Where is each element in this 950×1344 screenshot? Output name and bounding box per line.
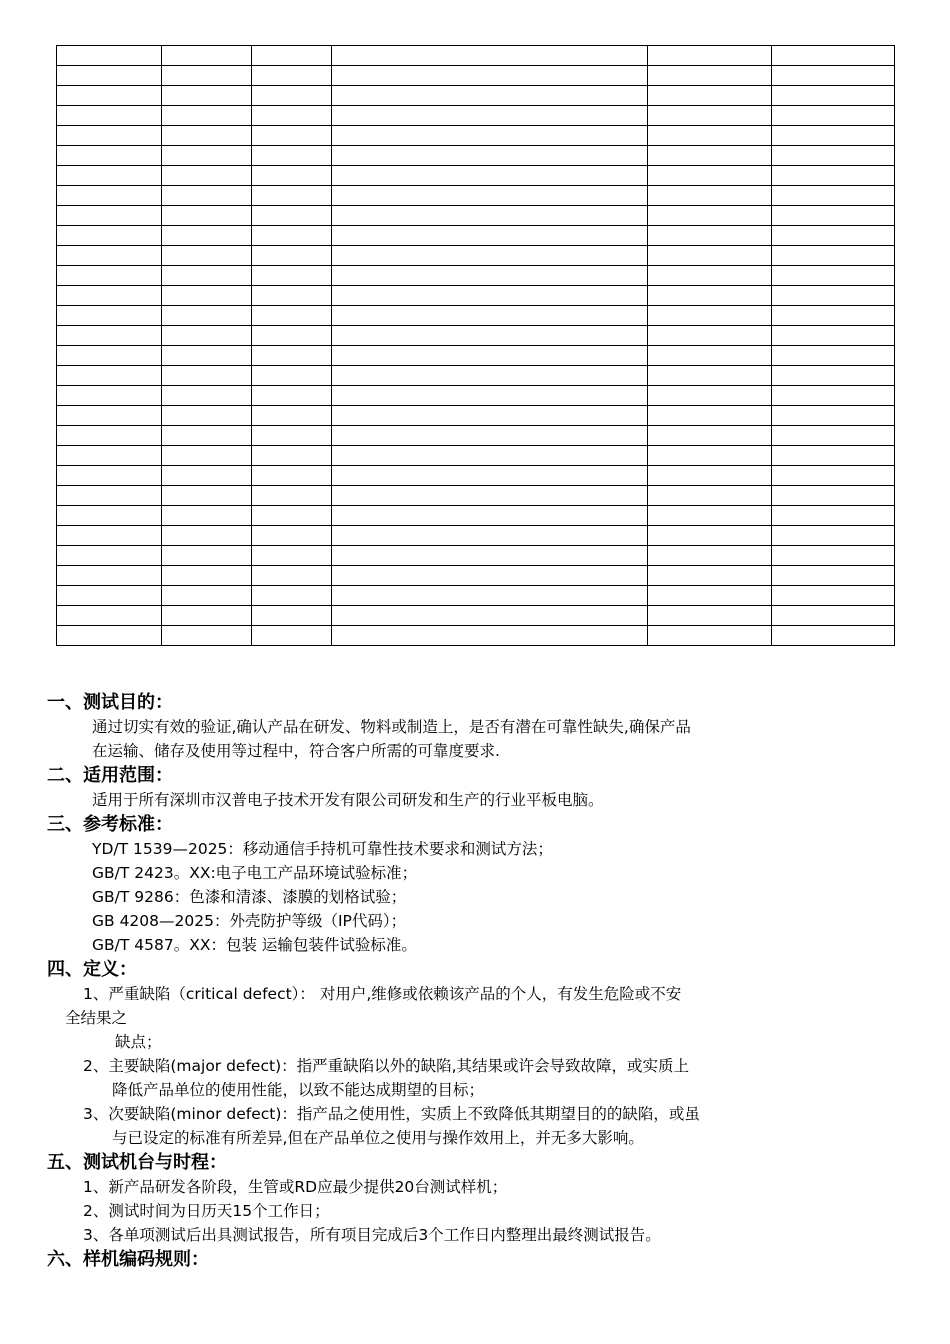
standard-item: GB/T 2423。XX:电子电工产品环境试验标准； xyxy=(92,864,418,882)
table-cell xyxy=(772,226,895,246)
definition-line: 降低产品单位的使用性能，以致不能达成期望的目标； xyxy=(112,1081,485,1099)
table-cell xyxy=(162,106,252,126)
table-cell xyxy=(772,466,895,486)
section-heading-sample-coding: 六、样机编码规则： xyxy=(47,1249,209,1270)
table-cell xyxy=(648,486,772,506)
table-row xyxy=(57,146,895,166)
table-cell xyxy=(252,226,332,246)
table-cell xyxy=(332,286,648,306)
schedule-item: 1、新产品研发各阶段，生管或RD应最少提供20台测试样机； xyxy=(83,1178,508,1196)
section-heading-test-units-schedule: 五、测试机台与时程： xyxy=(47,1152,227,1173)
table-cell xyxy=(648,306,772,326)
document-body xyxy=(0,690,950,1272)
table-cell xyxy=(57,346,162,366)
table-cell xyxy=(772,46,895,66)
table-cell xyxy=(772,566,895,586)
table-cell xyxy=(332,326,648,346)
table-row xyxy=(57,286,895,306)
table-row xyxy=(57,246,895,266)
table-row xyxy=(57,486,895,506)
table-cell xyxy=(648,466,772,486)
table-cell xyxy=(648,246,772,266)
table-cell xyxy=(648,406,772,426)
table-cell xyxy=(162,586,252,606)
table-cell xyxy=(162,46,252,66)
standard-item: GB/T 4587。XX：包装 运输包装件试验标准。 xyxy=(92,936,417,954)
table-cell xyxy=(57,326,162,346)
table-cell xyxy=(57,206,162,226)
table-cell xyxy=(332,266,648,286)
table-cell xyxy=(252,386,332,406)
definition-line: 3、次要缺陷(minor defect)：指产品之使用性，实质上不致降低其期望目的的缺陷，或虽 xyxy=(83,1105,700,1123)
definition-line: 2、主要缺陷(major defect)：指严重缺陷以外的缺陷,其结果或许会导致故障，或实质上 xyxy=(83,1057,690,1075)
definition-line: 1、严重缺陷（critical defect）： 对用户,维修或依赖该产品的个人，有发生危险或不安 xyxy=(83,985,682,1003)
table-cell xyxy=(772,606,895,626)
table-cell xyxy=(772,586,895,606)
table-cell xyxy=(332,406,648,426)
table-cell xyxy=(162,526,252,546)
table-row xyxy=(57,426,895,446)
table-row xyxy=(57,606,895,626)
table-cell xyxy=(772,546,895,566)
table-cell xyxy=(57,526,162,546)
table-cell xyxy=(162,86,252,106)
table-cell xyxy=(332,586,648,606)
table-row xyxy=(57,266,895,286)
table-cell xyxy=(772,366,895,386)
table-cell xyxy=(57,306,162,326)
table-row xyxy=(57,406,895,426)
schedule-item: 3、各单项测试后出具测试报告，所有项目完成后3个工作日内整理出最终测试报告。 xyxy=(83,1226,661,1244)
table-cell xyxy=(772,206,895,226)
table-cell xyxy=(57,166,162,186)
table-cell xyxy=(252,206,332,226)
table-cell xyxy=(252,126,332,146)
table-cell xyxy=(57,266,162,286)
table-cell xyxy=(252,606,332,626)
table-cell xyxy=(162,346,252,366)
blank-record-table xyxy=(56,45,895,646)
table-cell xyxy=(648,146,772,166)
table-cell xyxy=(772,626,895,646)
table-row xyxy=(57,186,895,206)
table-cell xyxy=(332,166,648,186)
table-row xyxy=(57,86,895,106)
table-cell xyxy=(252,326,332,346)
table-cell xyxy=(332,86,648,106)
table-cell xyxy=(252,246,332,266)
table-cell xyxy=(648,446,772,466)
table-row xyxy=(57,126,895,146)
table-cell xyxy=(332,146,648,166)
table-cell xyxy=(252,366,332,386)
table-cell xyxy=(162,226,252,246)
table-cell xyxy=(332,346,648,366)
table-row xyxy=(57,346,895,366)
table-cell xyxy=(252,106,332,126)
table-cell xyxy=(252,186,332,206)
table-cell xyxy=(252,566,332,586)
table-row xyxy=(57,226,895,246)
table-cell xyxy=(57,466,162,486)
table-cell xyxy=(57,386,162,406)
table-cell xyxy=(772,146,895,166)
table-cell xyxy=(57,186,162,206)
table-cell xyxy=(252,166,332,186)
table-cell xyxy=(648,166,772,186)
table-cell xyxy=(162,306,252,326)
table-cell xyxy=(162,466,252,486)
table-cell xyxy=(648,266,772,286)
definition-line: 与已设定的标准有所差异,但在产品单位之使用与操作效用上，并无多大影响。 xyxy=(112,1129,644,1147)
table-cell xyxy=(772,346,895,366)
table-cell xyxy=(772,86,895,106)
table-cell xyxy=(162,166,252,186)
standard-item: YD/T 1539—2025：移动通信手持机可靠性技术要求和测试方法； xyxy=(92,840,553,858)
table-cell xyxy=(162,246,252,266)
table-cell xyxy=(772,446,895,466)
table-cell xyxy=(252,446,332,466)
table-cell xyxy=(57,86,162,106)
table-cell xyxy=(57,226,162,246)
table-cell xyxy=(772,166,895,186)
table-cell xyxy=(252,626,332,646)
table-cell xyxy=(648,226,772,246)
table-cell xyxy=(648,106,772,126)
table-row xyxy=(57,66,895,86)
table-cell xyxy=(57,486,162,506)
table-cell xyxy=(162,606,252,626)
table-cell xyxy=(162,66,252,86)
table-cell xyxy=(162,566,252,586)
table-row xyxy=(57,46,895,66)
table-cell xyxy=(772,326,895,346)
table-cell xyxy=(57,126,162,146)
table-cell xyxy=(648,86,772,106)
table-cell xyxy=(332,526,648,546)
table-cell xyxy=(162,546,252,566)
table-cell xyxy=(57,426,162,446)
table-cell xyxy=(252,486,332,506)
table-cell xyxy=(57,626,162,646)
table-cell xyxy=(648,566,772,586)
table-cell xyxy=(162,486,252,506)
table-cell xyxy=(57,366,162,386)
table-cell xyxy=(57,106,162,126)
paragraph-line: 适用于所有深圳市汉普电子技术开发有限公司研发和生产的行业平板电脑。 xyxy=(92,791,604,809)
table-cell xyxy=(648,346,772,366)
table-cell xyxy=(648,506,772,526)
table-cell xyxy=(648,526,772,546)
table-cell xyxy=(332,386,648,406)
table-cell xyxy=(772,66,895,86)
table-cell xyxy=(252,146,332,166)
table-cell xyxy=(648,186,772,206)
table-row xyxy=(57,586,895,606)
table-cell xyxy=(332,226,648,246)
table-cell xyxy=(57,406,162,426)
table-cell xyxy=(162,366,252,386)
table-cell xyxy=(252,306,332,326)
section-heading-scope: 二、适用范围： xyxy=(47,765,173,786)
table-cell xyxy=(252,86,332,106)
table-cell xyxy=(57,246,162,266)
table-cell xyxy=(648,586,772,606)
table-cell xyxy=(252,426,332,446)
table-cell xyxy=(162,146,252,166)
table-cell xyxy=(772,106,895,126)
table-row xyxy=(57,446,895,466)
table-cell xyxy=(162,426,252,446)
table-cell xyxy=(648,326,772,346)
table-row xyxy=(57,526,895,546)
table-row xyxy=(57,546,895,566)
table-cell xyxy=(772,526,895,546)
table-cell xyxy=(252,266,332,286)
table-cell xyxy=(332,306,648,326)
table-cell xyxy=(332,546,648,566)
table-cell xyxy=(162,206,252,226)
table-cell xyxy=(332,426,648,446)
table-cell xyxy=(162,506,252,526)
table-cell xyxy=(772,386,895,406)
paragraph-line: 在运输、储存及使用等过程中，符合客户所需的可靠度要求. xyxy=(92,742,500,760)
table-cell xyxy=(772,506,895,526)
standard-item: GB/T 9286：色漆和清漆、漆膜的划格试验； xyxy=(92,888,407,906)
table-row xyxy=(57,386,895,406)
table-cell xyxy=(57,66,162,86)
table-cell xyxy=(648,546,772,566)
table-cell xyxy=(648,426,772,446)
table-row xyxy=(57,626,895,646)
table-cell xyxy=(772,286,895,306)
table-cell xyxy=(772,426,895,446)
table-cell xyxy=(57,146,162,166)
table-cell xyxy=(772,126,895,146)
table-cell xyxy=(252,506,332,526)
table-cell xyxy=(57,446,162,466)
section-heading-purpose: 一、测试目的： xyxy=(47,692,173,713)
table-cell xyxy=(57,586,162,606)
table-cell xyxy=(57,46,162,66)
table-cell xyxy=(332,46,648,66)
table-row xyxy=(57,566,895,586)
table-cell xyxy=(772,246,895,266)
table-cell xyxy=(57,506,162,526)
table-row xyxy=(57,306,895,326)
paragraph-line: 通过切实有效的验证,确认产品在研发、物料或制造上，是否有潜在可靠性缺失,确保产品 xyxy=(92,718,691,736)
table-cell xyxy=(252,466,332,486)
table-cell xyxy=(332,486,648,506)
table-cell xyxy=(332,506,648,526)
table-cell xyxy=(162,186,252,206)
table-row xyxy=(57,106,895,126)
table-cell xyxy=(162,406,252,426)
table-cell xyxy=(772,306,895,326)
table-cell xyxy=(332,606,648,626)
table-cell xyxy=(252,346,332,366)
table-cell xyxy=(332,446,648,466)
table-row xyxy=(57,326,895,346)
table-cell xyxy=(252,526,332,546)
section-heading-standards: 三、参考标准： xyxy=(47,814,173,835)
table-row xyxy=(57,366,895,386)
table-row xyxy=(57,206,895,226)
table-cell xyxy=(252,406,332,426)
table-cell xyxy=(648,606,772,626)
table-cell xyxy=(648,66,772,86)
table-cell xyxy=(648,46,772,66)
table-cell xyxy=(332,186,648,206)
table-cell xyxy=(162,286,252,306)
table-row xyxy=(57,506,895,526)
definition-line: 全结果之 xyxy=(65,1009,128,1027)
table-cell xyxy=(252,546,332,566)
table-cell xyxy=(648,126,772,146)
section-heading-definitions: 四、定义： xyxy=(47,959,137,980)
table-cell xyxy=(332,66,648,86)
table-cell xyxy=(772,186,895,206)
table-cell xyxy=(332,566,648,586)
table-cell xyxy=(57,546,162,566)
table-row xyxy=(57,466,895,486)
table-cell xyxy=(332,626,648,646)
table-cell xyxy=(332,206,648,226)
table-cell xyxy=(57,566,162,586)
table-cell xyxy=(332,246,648,266)
schedule-item: 2、测试时间为日历天15个工作日； xyxy=(83,1202,330,1220)
table-cell xyxy=(57,286,162,306)
table-cell xyxy=(772,406,895,426)
table-cell xyxy=(252,46,332,66)
table-cell xyxy=(772,486,895,506)
table-cell xyxy=(772,266,895,286)
table-cell xyxy=(252,586,332,606)
table-cell xyxy=(648,386,772,406)
table-cell xyxy=(252,66,332,86)
table-cell xyxy=(648,626,772,646)
table-cell xyxy=(332,366,648,386)
table-cell xyxy=(162,386,252,406)
standard-item: GB 4208—2025：外壳防护等级（IP代码）； xyxy=(92,912,407,930)
table-cell xyxy=(162,266,252,286)
table-cell xyxy=(162,446,252,466)
definition-line: 缺点； xyxy=(115,1033,162,1051)
table-cell xyxy=(162,126,252,146)
table-cell xyxy=(162,326,252,346)
table-cell xyxy=(648,206,772,226)
table-cell xyxy=(332,466,648,486)
table-cell xyxy=(332,106,648,126)
table-cell xyxy=(332,126,648,146)
table-cell xyxy=(648,366,772,386)
table-cell xyxy=(57,606,162,626)
table-row xyxy=(57,166,895,186)
table-cell xyxy=(162,626,252,646)
table-cell xyxy=(648,286,772,306)
table-cell xyxy=(252,286,332,306)
